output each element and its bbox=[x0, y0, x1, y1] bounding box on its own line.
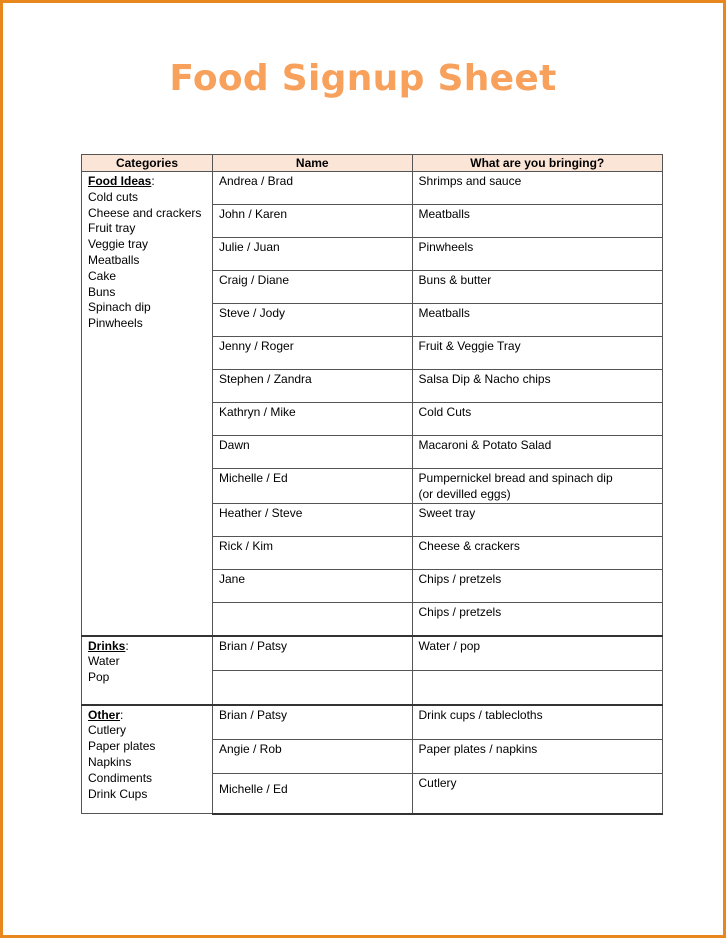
item-value: Buns & butter bbox=[418, 273, 492, 287]
name-cell[interactable] bbox=[212, 670, 412, 705]
item-value: Salsa Dip & Nacho chips bbox=[418, 372, 551, 386]
food-category-list bbox=[88, 174, 206, 332]
item-value: Pinwheels bbox=[418, 240, 474, 254]
name-cell[interactable] bbox=[212, 403, 412, 436]
item-value: Water / pop bbox=[418, 638, 481, 653]
item-value: Paper plates / napkins bbox=[418, 741, 538, 756]
item-cell[interactable] bbox=[412, 773, 662, 814]
name-value: Julie / Juan bbox=[218, 240, 280, 254]
item-value: Cheese & crackers bbox=[418, 538, 520, 553]
item-value: Fruit & Veggie Tray bbox=[418, 339, 521, 353]
category-item: Water bbox=[88, 654, 120, 669]
category-item: Condiments bbox=[88, 770, 153, 785]
name-cell[interactable] bbox=[212, 304, 412, 337]
category-item: Cheese and crackers bbox=[88, 205, 202, 220]
other-category-cell bbox=[82, 705, 213, 814]
name-cell[interactable] bbox=[212, 205, 412, 238]
name-cell[interactable] bbox=[212, 337, 412, 370]
item-cell[interactable] bbox=[412, 503, 662, 536]
item-cell[interactable] bbox=[412, 304, 662, 337]
food-heading: Food Ideas: bbox=[88, 174, 155, 188]
item-cell[interactable] bbox=[412, 337, 662, 370]
name-cell[interactable] bbox=[212, 569, 412, 602]
food-category-cell bbox=[82, 172, 213, 636]
name-value: Craig / Diane bbox=[218, 273, 290, 287]
category-item: Cake bbox=[88, 268, 117, 283]
category-item: Cutlery bbox=[88, 723, 127, 738]
header-name: Name bbox=[212, 155, 412, 172]
other-heading: Other: bbox=[88, 707, 124, 722]
header-categories: Categories bbox=[82, 155, 213, 172]
name-value: Kathryn / Mike bbox=[218, 405, 296, 419]
item-cell[interactable] bbox=[412, 469, 662, 504]
name-cell[interactable] bbox=[212, 469, 412, 504]
name-cell[interactable] bbox=[212, 739, 412, 773]
item-cell[interactable] bbox=[412, 602, 662, 636]
name-value: Brian / Patsy bbox=[218, 707, 288, 722]
item-cell[interactable] bbox=[412, 670, 662, 705]
table-row bbox=[82, 705, 663, 740]
item-value: Pumpernickel bread and spinach dip bbox=[418, 471, 613, 485]
name-cell[interactable] bbox=[212, 172, 412, 205]
category-item: Fruit tray bbox=[88, 221, 136, 236]
drinks-section bbox=[82, 636, 663, 705]
page-title: Food Signup Sheet bbox=[169, 58, 557, 99]
name-value: Michelle / Ed bbox=[218, 471, 288, 485]
category-item: Buns bbox=[88, 284, 116, 299]
drinks-category-cell bbox=[82, 636, 213, 705]
signup-table bbox=[81, 154, 663, 815]
name-value: Jenny / Roger bbox=[218, 339, 294, 353]
name-value: Stephen / Zandra bbox=[218, 372, 312, 386]
item-cell[interactable] bbox=[412, 705, 662, 740]
item-cell[interactable] bbox=[412, 172, 662, 205]
item-value: Macaroni & Potato Salad bbox=[418, 438, 552, 452]
food-section bbox=[82, 172, 663, 636]
name-value: Michelle / Ed bbox=[218, 781, 288, 796]
item-value: Chips / pretzels bbox=[418, 571, 502, 586]
name-value: Jane bbox=[218, 571, 246, 586]
header-row bbox=[82, 155, 663, 172]
name-value: Rick / Kim bbox=[218, 538, 273, 553]
item-cell[interactable] bbox=[412, 536, 662, 569]
item-cell[interactable] bbox=[412, 636, 662, 671]
item-value: Meatballs bbox=[418, 306, 470, 320]
name-value: Brian / Patsy bbox=[218, 638, 288, 653]
category-item: Pop bbox=[88, 670, 110, 685]
item-value: Sweet tray bbox=[418, 505, 476, 520]
name-cell[interactable] bbox=[212, 705, 412, 740]
name-cell[interactable] bbox=[212, 536, 412, 569]
item-value-note: (or devilled eggs) bbox=[418, 486, 511, 501]
name-cell[interactable] bbox=[212, 370, 412, 403]
other-category-list bbox=[88, 708, 206, 803]
category-item: Meatballs bbox=[88, 252, 140, 267]
item-value: Drink cups / tablecloths bbox=[418, 707, 543, 722]
item-cell[interactable] bbox=[412, 271, 662, 304]
item-value: Cutlery bbox=[418, 775, 457, 790]
table-row bbox=[82, 172, 663, 205]
category-item: Drink Cups bbox=[88, 786, 148, 801]
name-cell[interactable] bbox=[212, 238, 412, 271]
header-bringing: What are you bringing? bbox=[412, 155, 662, 172]
item-value: Shrimps and sauce bbox=[418, 174, 522, 188]
item-cell[interactable] bbox=[412, 569, 662, 602]
item-cell[interactable] bbox=[412, 436, 662, 469]
category-item: Veggie tray bbox=[88, 237, 149, 252]
item-value: Meatballs bbox=[418, 207, 470, 221]
item-cell[interactable] bbox=[412, 238, 662, 271]
item-cell[interactable] bbox=[412, 205, 662, 238]
other-section bbox=[82, 705, 663, 814]
item-cell[interactable] bbox=[412, 370, 662, 403]
item-cell[interactable] bbox=[412, 403, 662, 436]
category-item: Spinach dip bbox=[88, 300, 151, 315]
name-cell[interactable] bbox=[212, 602, 412, 636]
item-value: Chips / pretzels bbox=[418, 604, 502, 619]
name-value: Andrea / Brad bbox=[218, 174, 294, 188]
category-item: Napkins bbox=[88, 754, 132, 769]
item-value: Cold Cuts bbox=[418, 405, 472, 419]
name-value: Steve / Jody bbox=[218, 306, 286, 320]
item-cell[interactable] bbox=[412, 739, 662, 773]
name-cell[interactable] bbox=[212, 636, 412, 671]
table-row bbox=[82, 636, 663, 671]
drinks-heading: Drinks: bbox=[88, 638, 129, 653]
name-value: Dawn bbox=[218, 438, 250, 452]
name-value: John / Karen bbox=[218, 207, 288, 221]
name-cell[interactable] bbox=[212, 503, 412, 536]
drinks-category-list bbox=[88, 639, 206, 686]
category-item: Pinwheels bbox=[88, 316, 143, 331]
category-item: Cold cuts bbox=[88, 189, 139, 204]
name-cell[interactable] bbox=[212, 773, 412, 814]
name-cell[interactable] bbox=[212, 271, 412, 304]
name-value: Heather / Steve bbox=[218, 505, 303, 520]
name-cell[interactable] bbox=[212, 436, 412, 469]
name-value: Angie / Rob bbox=[218, 741, 282, 756]
category-item: Paper plates bbox=[88, 739, 156, 754]
